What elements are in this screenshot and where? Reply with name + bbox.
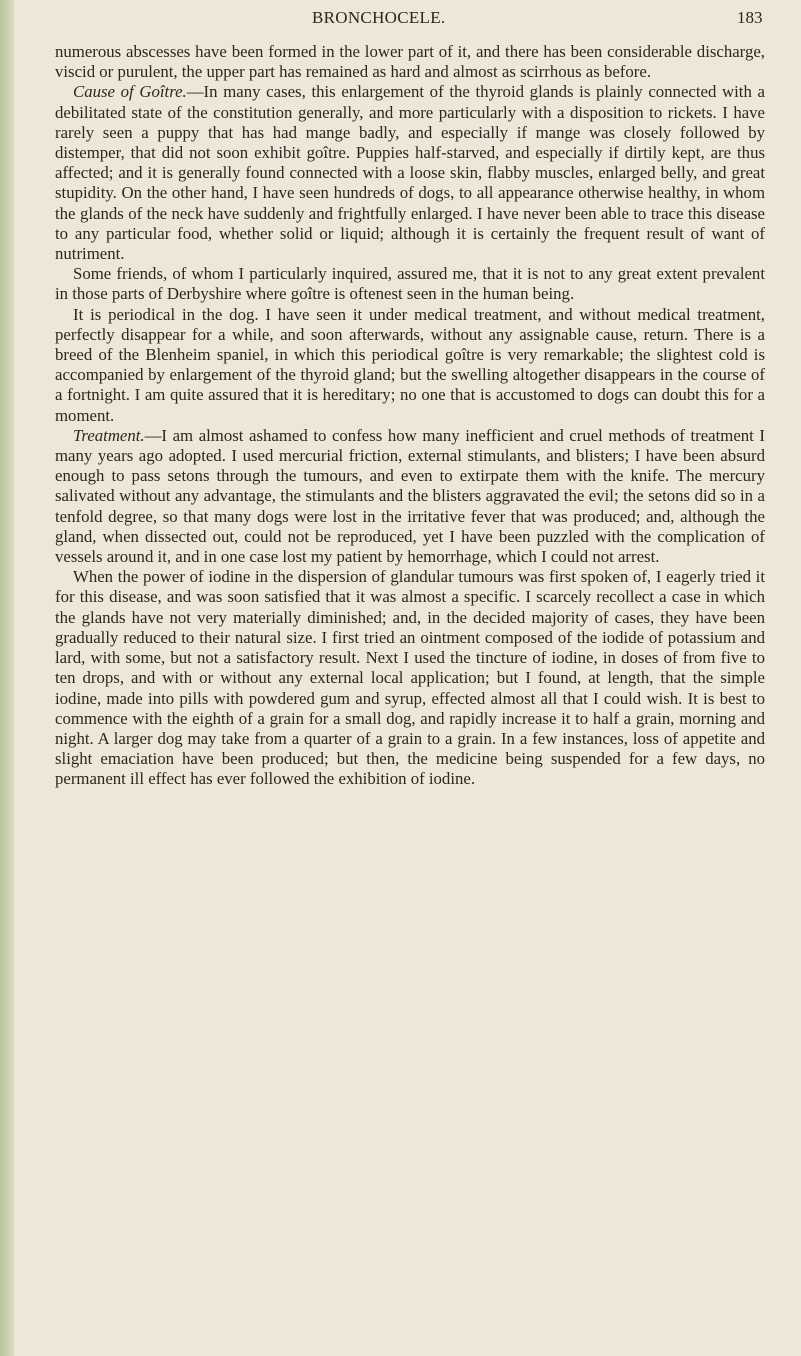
page-spine-edge — [0, 0, 14, 1356]
paragraph — [55, 82, 765, 264]
paragraph — [55, 264, 765, 304]
paragraph-text: When the power of iodine in the dispersion of glandular tumours was first spoken of, I eagerly tried it for this disease, and was soon satisfied that it was almost a specific. I scarcely recollect a case in which the glands have not very materially diminished; and, in the decided majority of cases, they have been gradually reduced to their natural size. I first tried an ointment composed of the iodide of potassium and lard, with some, but not a satisfactory result. Next I used the tincture of iodine, in doses of from five to ten drops, and with or without any external local application; but I found, at length, that the simple iodine, made into pills with powdered gum and syrup, effected almost all that I could wish. It is best to commence with the eighth of a grain for a small dog, and rapidly increase it to half a grain, morning and night. A larger dog may take from a quarter of a grain to a grain. In a few instances, loss of appetite and slight emaciation have been produced; but then, the medicine being suspended for a few days, no permanent ill effect has ever followed the exhibition of iodine. — [55, 567, 765, 789]
paragraph — [55, 42, 765, 82]
paragraph-lead: Cause of Goître. — [73, 82, 187, 102]
body-text — [55, 42, 765, 790]
paragraph-text: —In many cases, this enlargement of the thyroid glands is plainly connected with a debilitated state of the constitution generally, and more particularly with a disposition to rickets. I have rarely seen a puppy that has had mange badly, and especially if mange was closely followed by distemper, that did not soon exhibit goître. Puppies half-starved, and especially if dirtily kept, are thus affected; and it is generally found connected with a loose skin, flabby muscles, enlarged belly, and great stupidity. On the other hand, I have seen hundreds of dogs, to all appearance otherwise healthy, in whom the glands of the neck have suddenly and frightfully enlarged. I have never been able to trace this disease to any particular food, whether solid or liquid; although it is certainly the frequent result of want of nutriment. — [55, 82, 765, 264]
page-number: 183 — [737, 8, 763, 27]
page-header — [0, 8, 801, 34]
paragraph — [55, 567, 765, 789]
paragraph-text: It is periodical in the dog. I have seen it under medical treatment, and without medical treatment, perfectly disappear for a while, and soon afterwards, without any assignable cause, return. There is a breed of the Blenheim spaniel, in which this periodical goître is very remarkable; the slightest cold is accompanied by enlargement of the thyroid gland; but the swelling altogether disappears in the course of a fortnight. I am quite assured that it is hereditary; no one that is accustomed to dogs can doubt this for a moment. — [55, 304, 765, 425]
paragraph — [55, 305, 765, 426]
paragraph-text: —I am almost ashamed to confess how many inefficient and cruel methods of treatment I many years ago adopted. I used mercurial friction, external stimulants, and blisters; I have been absurd enough to pass setons through the tumours, and even to extirpate them with the knife. The mercury salivated without any advantage, the stimulants and the blisters aggravated the evil; the setons did so in a tenfold degree, so that many dogs were lost in the irritative fever that was produced; and, although the gland, when dissected out, could not be reproduced, yet I have been puzzled with the complication of vessels around it, and in one case lost my patient by hemorrhage, which I could not arrest. — [55, 425, 765, 567]
running-title: BRONCHOCELE. — [312, 8, 446, 27]
paragraph-text: numerous abscesses have been formed in the lower part of it, and there has been considerable discharge, viscid or purulent, the upper part has remained as hard and almost as scirrhous as before. — [55, 42, 765, 82]
paragraph-lead: Treatment. — [73, 425, 145, 445]
paragraph-text: Some friends, of whom I particularly inquired, assured me, that it is not to any great extent prevalent in those parts of Derbyshire where goître is oftenest seen in the human being. — [55, 264, 765, 304]
paragraph — [55, 426, 765, 567]
